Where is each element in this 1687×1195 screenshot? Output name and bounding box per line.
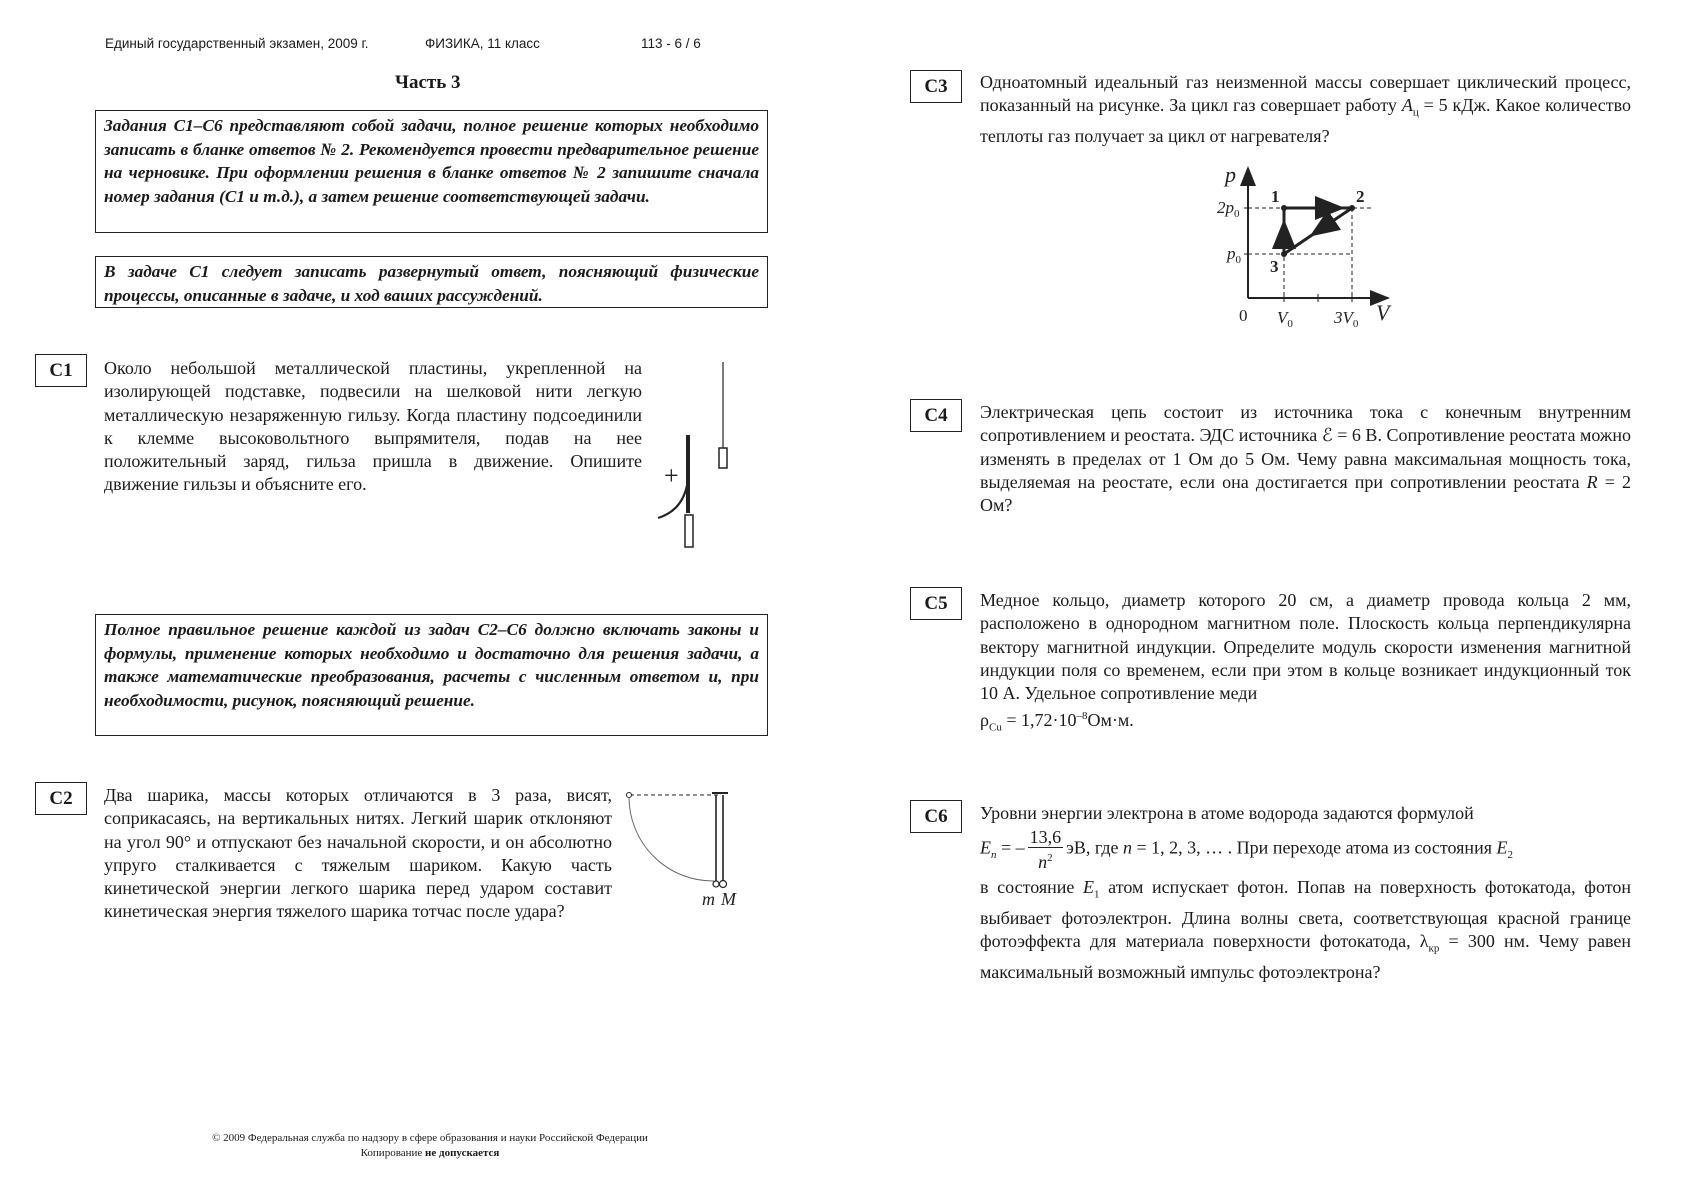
header-page: 113 - 6 / 6 <box>641 36 701 51</box>
header-subject: ФИЗИКА, 11 класс <box>425 36 540 51</box>
point-3-label: 3 <box>1270 257 1279 276</box>
task-label-c6: С6 <box>910 800 962 833</box>
c2-figure <box>620 785 740 905</box>
v-tick-3v0: $3V_0$ <box>1334 308 1359 330</box>
instructions-c2-c6: Полное правильное решение каждой из задач С2–С6 должно включать законы и формулы, применение которых необходимо и достаточно для решения задачи, а также математические преобразования, расчеты с численным ответом и, при необходимости, рисунок, поясняющий решение. <box>95 614 768 736</box>
header-exam: Единый государственный экзамен, 2009 г. <box>105 36 369 51</box>
point-2-label: 2 <box>1356 187 1365 206</box>
pv-graph <box>1212 160 1402 335</box>
task-label-c5: С5 <box>910 587 962 620</box>
c1-figure <box>650 360 730 550</box>
footer-copyright: © 2009 Федеральная служба по надзору в сфере образования и науки Российской Федерации <box>212 1132 648 1144</box>
part-title: Часть 3 <box>395 72 461 93</box>
task-text-c4: Электрическая цепь состоит из источника тока с конечным внутренним сопротивлением и реостата. ЭДС источника ℰ = 6 В. Сопротивление реостата можно изменять в пределах от 1 Ом до 5 Ом. Чему равна максимальная мощность тока, выделяемая на реостате, если она достигается при сопротивлении реостата R = 2 Ом? <box>980 402 1632 516</box>
p-tick-2p0: $2p_0$ <box>1217 198 1240 220</box>
v-tick-v0: $V_0$ <box>1277 308 1293 330</box>
task-label-c4: С4 <box>910 399 962 432</box>
v-axis-label: V <box>1376 300 1390 325</box>
instructions-c1: В задаче С1 следует записать развернутый ответ, поясняющий физические процессы, описанные в задаче, и ход ваших рассуждений. <box>95 256 768 308</box>
footer <box>150 1131 710 1161</box>
task-label-c1: С1 <box>35 354 87 387</box>
energy-fraction: $\frac{13,6}{n^2}$ <box>1029 827 1062 873</box>
p-tick-p0: $p_0$ <box>1227 244 1241 266</box>
energy-formula-line: $E_n$ = – $\frac{13,6}{n^2}$ эВ, где n = 1, 2, 3, … . При переходе атома из состояния $E_2$ <box>980 827 1513 873</box>
point-1-label: 1 <box>1271 187 1280 206</box>
task-text-c5: Медное кольцо, диаметр которого 20 см, а диаметр провода кольца 2 мм, расположено в однородном магнитном поле. Плоскость кольца перпендикулярна вектору магнитной индукции. Определите модуль скорости изменения магнитной индукции поля со временем, если при этом в кольце возникает индукционный ток 10 А. Удельное сопротивление меди $\rho_{Cu} = 1,72\cdot 10^{-8}Ом\cdot м$. <box>980 590 1631 735</box>
footer-copy-notice: Копирование не допускается <box>360 1147 500 1159</box>
task-label-c3: С3 <box>910 70 962 103</box>
origin-label: 0 <box>1239 306 1248 325</box>
plus-sign: + <box>664 461 679 490</box>
task-text-c1: Около небольшой металлической пластины, укрепленной на изолирующей подставке, подвесили на шелковой нити легкую металлическую незаряженную гильзу. Когда пластину подсоединили к клемме высоковольтного выпрямителя, подав на нее положительный заряд, гильза пришла в движение. Опишите движение гильзы и объясните его. <box>104 358 642 495</box>
process-2-3 <box>1312 208 1352 235</box>
instructions-main: Задания С1–С6 представляют собой задачи, полное решение которых необходимо записать в бланке ответов № 2. Рекомендуется провести предварительное решение на черновике. При оформлении решения в бланке ответов № 2 запишите сначала номер задания (С1 и т.д.), а затем решение соответствующей задачи. <box>95 110 768 233</box>
task-text-c6: Уровни энергии электрона в атоме водорода задаются формулой $E_n$ = – $\frac{13,6}{n^2}$ эВ, где n = 1, 2, 3, … . При переходе атома из состояния $E_2$ в состояние $E_1$ атом испускает фотон. Попав на поверхность фотокатода, фотон выбивает фотоэлектрон. Длина волны света, соответствующая красной границе фотоэффекта для материала поверхности фотокатода, $\lambda_{кр} = 300$ нм. Чему равен максимальный возможный импульс фотоэлектрона? <box>980 803 1632 983</box>
mass-m-label: m <box>702 889 715 905</box>
task-text-c3: Одноатомный идеальный газ неизменной массы совершает циклический процесс, показанный на рисунке. За цикл газ совершает работу $A_ц = 5$ кДж. Какое количество теплоты газ получает за цикл от нагревателя? <box>980 72 1631 147</box>
p-axis-label: p <box>1225 162 1236 187</box>
task-label-c2: С2 <box>35 782 87 815</box>
task-text-c2: Два шарика, массы которых отличаются в 3 раза, висят, соприкасаясь, на вертикальных нитях. Легкий шарик отклоняют на угол 90° и отпускают без начальной скорости, и он абсолютно упруго сталкивается с тяжелым шариком. Какую часть кинетической энергии легкого шарика перед ударом составит кинетическая энергия тяжелого шарика тотчас после удара? <box>104 785 612 922</box>
mass-M-label: M <box>721 889 736 905</box>
